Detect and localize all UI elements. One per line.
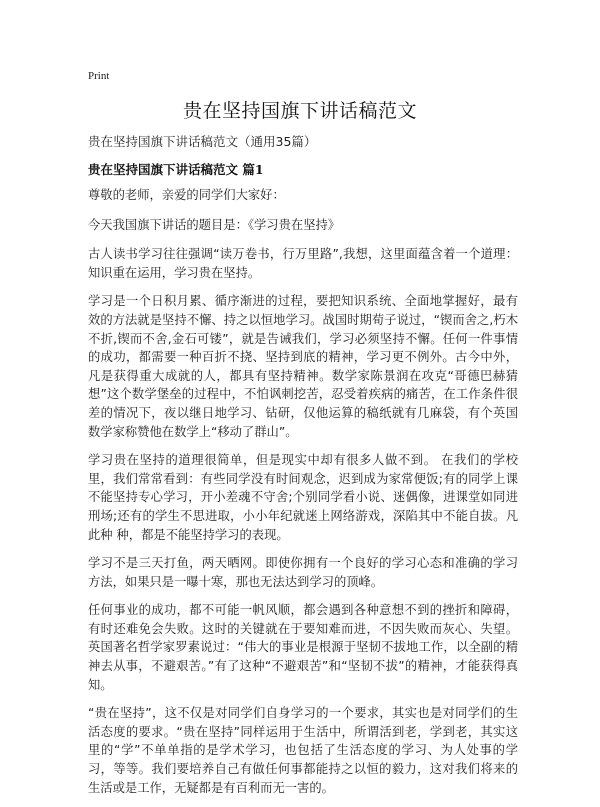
paragraph: 学习贵在坚持的道理很简单，但是现实中却有很多人做不到。 在我们的学校里，我们常常看到：有些同学没有时间观念，迟到成为家常便饭;有的同学上课不能坚持专心学习，开小差魂不守舍;个别同学看小说、迷偶像，进课堂如同进刑场;还有的学生不思进取，小小年纪就迷上网络游戏，深陷其中不能自拔。凡此种 种，都是不能坚持学习的表现。: [88, 453, 518, 542]
document-body: [88, 186, 518, 807]
paragraph-topic: 今天我国旗下讲话的题目是：《学习贵在坚持》: [88, 217, 341, 232]
document-subtitle: 贵在坚持国旗下讲话稿范文（通用35篇）: [88, 134, 317, 149]
document-title: 贵在坚持国旗下讲话稿范文: [182, 100, 417, 122]
paragraph: 任何事业的成功，都不可能一帆风顺，都会遇到各种意想不到的挫折和障碍，有时还难免会失败。这时的关键就在于要知难而进，不因失败而灰心、失望。英国著名哲学家罗素说过：“伟大的事业是根源于坚韧不拔地工作，以全副的精神去从事，不避艰苦。”有了这种“不避艰苦”和“坚韧不拔”的精神，才能获得真知。: [88, 603, 518, 692]
paragraph-greeting: 尊敬的老师，亲爱的同学们大家好：: [88, 188, 285, 202]
paragraph: 学习是一个日积月累、循序渐进的过程，要把知识系统、全面地掌握好，最有效的方法就是坚持不懈、持之以恒地学习。战国时期荀子说过，“锲而舍之,朽木不折,锲而不舍,金石可镂”，就是告诫我们，学习必须坚持不懈。任何一件事情的成功，都需要一种百折不挠、坚持到底的精神，学习更不例外。古今中外，凡是获得重大成就的人，都具有坚持精神。数学家陈景润在攻克“哥德巴赫猜想”这个数学堡垒的过程中，不怕讽刺挖苦，忍受着疾病的痛苦，在工作条件很差的情况下，夜以继日地学习、钻研，仅他运算的稿纸就有几麻袋，有个英国数学家称赞他在数学上“移动了群山”。: [88, 294, 518, 439]
print-label[interactable]: Print: [88, 70, 110, 82]
paragraph: 学习不是三天打鱼，两天晒网。即使你拥有一个良好的学习心态和准确的学习方法，如果只是一曝十寒，那也无法达到学习的顶峰。: [88, 556, 518, 589]
paragraph: 古人读书学习往往强调“读万卷书，行万里路”,我想，这里面蕴含着一个道理：知识重在运用，学习贵在坚持。: [88, 247, 518, 280]
section-heading: 贵在坚持国旗下讲话稿范文 篇1: [88, 162, 264, 177]
paragraph: “贵在坚持”，这不仅是对同学们自身学习的一个要求，其实也是对同学们的生活态度的要求。“贵在坚持”同样运用于生活中，所谓活到老，学到老，其实这里的“学”不单单指的是学术学习，也包括了生活态度的学习、为人处事的学习，等等。我们要培养自己有做任何事都能持之以恒的毅力，这对我们将来的生活或是工作，无疑都是有百利而无一害的。: [88, 706, 518, 795]
